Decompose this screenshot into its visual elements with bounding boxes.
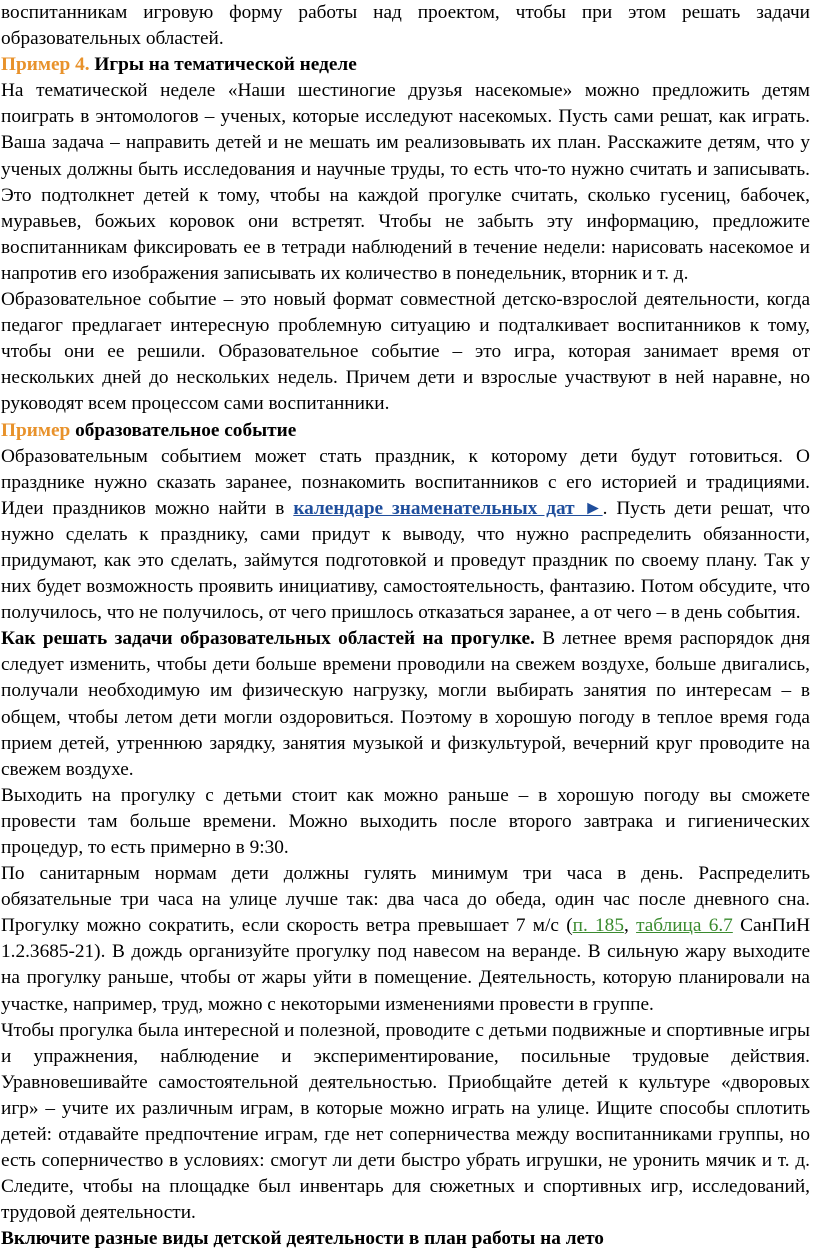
theme-week-paragraph: На тематической неделе «Наши шестиногие друзья насекомые» можно предложить детям поиграть в энтомологов – ученых, которые исследуют насекомых. Пусть сами решат, как играть. Ваша задача – направить детей и не мешать им реализовывать их план. Расскажите детям, что у ученых должны быть исследования и научные труды, то есть что-то нужно считать и записывать. Это подтолкнет детей к тому, чтобы на каждой прогулке считать, сколько гусениц, бабочек, муравьев, божьих коровок они встретят. Чтобы не забыть эту информацию, предложите воспитанникам фиксировать ее в тетради наблюдений в течение недели: нарисовать насекомое и напротив его изображения записывать их количество в понедельник, вторник и т. д. [1,80,810,284]
walk-text: В летнее время распорядок дня следует изменить, чтобы дети больше времени проводили на свежем воздухе, больше двигались, получали необходимую им физическую нагрузку, могли выбирать занятия по интересам – в общем, чтобы летом дети могли оздоровиться. Поэтому в хорошую погоду в теплое время года прием детей, утреннюю зарядку, занятия музыкой и физкультурой, вечерний круг проводите на свежем воздухе. [1,628,810,780]
walk-heading: Как решать задачи образовательных областей на прогулке. [1,628,535,650]
intro-paragraph: воспитанникам игровую форму работы над проектом, чтобы при этом решать задачи образовательных областей. [1,2,810,50]
sanpin-separator: , [623,915,637,937]
games-paragraph: Чтобы прогулка была интересной и полезной, проводите с детьми подвижные и спортивные игры и упражнения, наблюдение и экспериментирование, посильные трудовые действия. Уравновешивайте самостоятельной деятельностью. Приобщайте детей к культуре «дворовых игр» – учите их различным играм, в которые можно играть на улице. Ищите способы сплотить детей: отдавайте предпочтение играм, где нет соперничества между воспитанниками группы, но есть соперничество в условиях: смогут ли дети быстро убрать игрушки, не уронить мячик и т. д. Следите, чтобы на площадке был инвентарь для сюжетных и спортивных игр, исследований, трудовой деятельности. [1,1019,810,1224]
example-4-label: Пример 4. [1,54,90,76]
sanpin-text-end: СанПиН 1.2.3685-21). В дождь организуйте прогулку под навесом на веранде. В сильную жару выходите на прогулку раньше, чтобы от жары уйти в помещение. Деятельность, которую планировали на участке, например, труд, можно с некоторыми изменениями провести в группе. [1,915,810,1015]
final-heading: Включите разные виды детской деятельности в план работы на лето [1,1228,604,1250]
sanpin-text-start: По санитарным нормам дети должны гулять минимум три часа в день. Распределить обязательные три часа на улице лучше так: два часа до обеда, один час после дневного сна. Прогулку можно сократить, если скорость ветра превышает 7 м/с ( [1,863,810,937]
holiday-text-start: Образовательным событием может стать праздник, к которому дети будут готовиться. О празднике нужно сказать заранее, познакомить воспитанников с его историей и традициями. Идеи праздников можно найти в [1,445,810,519]
example-event-heading [1,418,810,444]
sanpin-paragraph [1,861,810,1018]
holiday-text-end: . Пусть дети решат, что нужно сделать к празднику, сами придут к выводу, что нужно распределить обязанности, придумают, как это сделать, займутся подготовкой и проведут праздник по своему плану. Так у них будет возможность проявить инициативу, самостоятельность, фантазию. Потом обсудите, что получилось, что не получилось, от чего пришлось отказаться заранее, а от чего – в день события. [1,497,811,624]
sanpin-p185-link[interactable]: п. 185 [572,915,624,937]
go-out-paragraph: Выходить на прогулку с детьми стоит как можно раньше – в хорошую погоду вы сможете провести там больше времени. Можно выходить после второго завтрака и гигиенических процедур, то есть примерно в 9:30. [1,784,810,858]
calendar-link[interactable]: календаре знаменательных дат ► [293,497,603,519]
sanpin-table-link[interactable]: таблица 6.7 [636,915,733,937]
example-4-heading [1,52,810,78]
walk-paragraph [1,626,810,783]
example-event-title: образовательное событие [75,419,297,441]
example-event-label: Пример [1,419,71,441]
holiday-paragraph [1,444,810,627]
example-4-title: Игры на тематической неделе [94,54,357,76]
educational-event-definition: Образовательное событие – это новый формат совместной детско-взрослой деятельности, когда педагог предлагает интересную проблемную ситуацию и подталкивает воспитанников к тому, чтобы они ее решили. Образовательное событие – это игра, которая занимает время от нескольких дней до нескольких недель. Причем дети и взрослые участвуют в ней наравне, но руководят всем процессом сами воспитанники. [1,289,810,415]
